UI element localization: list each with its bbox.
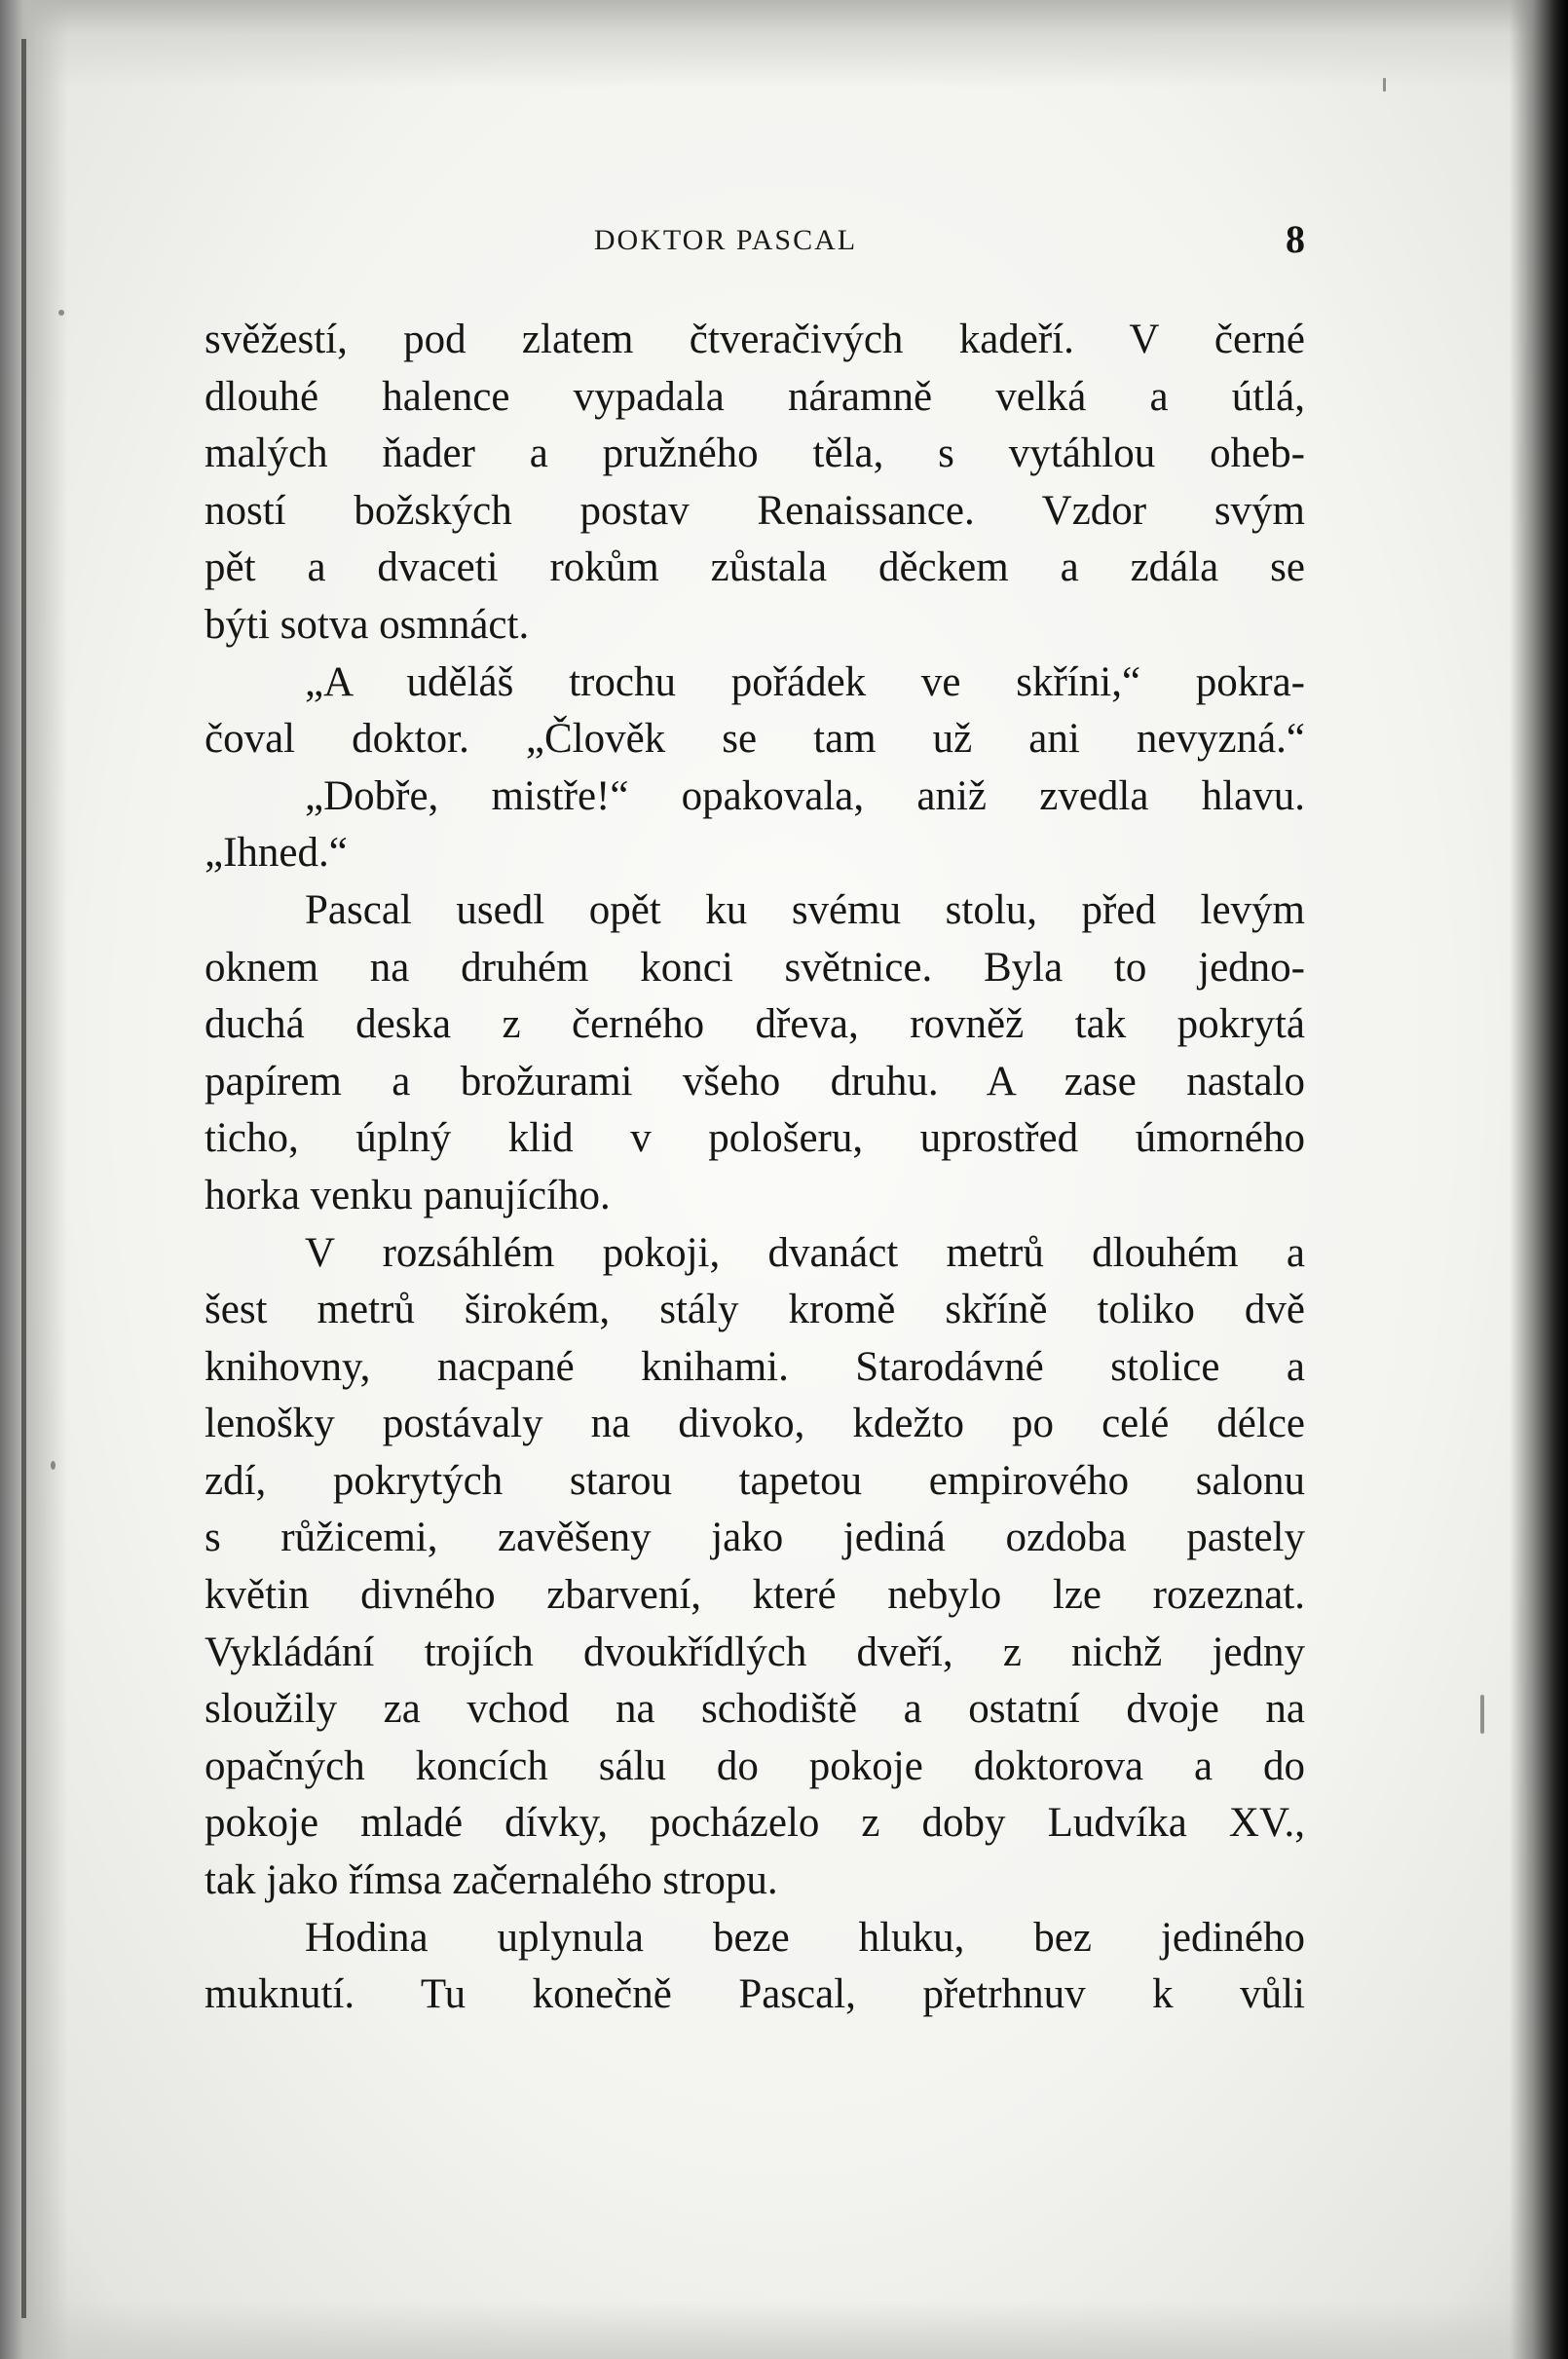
- text-line: „Ihned.“: [205, 830, 348, 877]
- text-line: dlouhé halence vypadala náramně velká a útlá,: [205, 373, 1305, 420]
- text-line: horka venku panujícího.: [205, 1172, 611, 1218]
- text-line: pět a dvaceti rokům zůstala děckem a zdála se: [205, 544, 1305, 591]
- text-line: opačných koncích sálu do pokoje doktorova a do: [205, 1742, 1305, 1789]
- scan-edge-left: [0, 0, 68, 2359]
- text-line: V rozsáhlém pokoji, dvanáct metrů dlouhém a: [305, 1229, 1305, 1276]
- dust-speck: [1480, 1695, 1484, 1734]
- text-line: „A uděláš trochu pořádek ve skříni,“ pokra-: [305, 658, 1305, 705]
- scan-edge-top: [0, 0, 1568, 88]
- text-line: sloužily za vchod na schodiště a ostatní dvoje na: [205, 1686, 1305, 1733]
- text-line: ticho, úplný klid v pološeru, uprostřed úmorného: [205, 1115, 1305, 1162]
- page-number: 8: [1286, 217, 1305, 261]
- running-head: DOKTOR PASCAL: [593, 224, 858, 256]
- text-line: Hodina uplynula beze hluku, bez jediného: [305, 1914, 1305, 1961]
- text-line: „Dobře, mistře!“ opakovala, aniž zvedla hlavu.: [305, 772, 1305, 819]
- text-line: muknutí. Tu konečně Pascal, přetrhnuv k vůli: [205, 1971, 1305, 2018]
- text-line: knihovny, nacpané knihami. Starodávné stolice a: [205, 1343, 1305, 1390]
- page-header: [205, 216, 1305, 265]
- page-binding-line: [21, 39, 26, 2318]
- text-line: pokoje mladé dívky, pocházelo z doby Ludvíka XV.,: [205, 1800, 1305, 1847]
- text-line: květin divného zbarvení, které nebylo lze rozeznat.: [205, 1572, 1305, 1619]
- text-line: Pascal usedl opět ku svému stolu, před levým: [305, 886, 1305, 933]
- text-line: šest metrů širokém, stály kromě skříně toliko dvě: [205, 1287, 1305, 1333]
- body-text: [205, 312, 1305, 2024]
- text-line: tak jako římsa začernalého stropu.: [205, 1857, 778, 1904]
- text-line: s růžicemi, zavěšeny jako jediná ozdoba pastely: [205, 1515, 1305, 1561]
- text-line: ností božských postav Renaissance. Vzdor svým: [205, 487, 1305, 534]
- text-line: zdí, pokrytých starou tapetou empirového salonu: [205, 1457, 1305, 1504]
- text-line: Vykládání trojích dvoukřídlých dveří, z nichž jedny: [205, 1629, 1305, 1675]
- text-line: oknem na druhém konci světnice. Byla to jedno-: [205, 944, 1305, 991]
- scan-edge-right: [1510, 0, 1568, 2359]
- text-line: malých ňader a pružného těla, s vytáhlou oheb-: [205, 431, 1305, 477]
- text-line: lenošky postávaly na divoko, kdežto po celé délce: [205, 1401, 1305, 1447]
- text-line: papírem a brožurami všeho druhu. A zase nastalo: [205, 1058, 1305, 1105]
- text-line: čoval doktor. „Člověk se tam už ani nevyzná.“: [205, 716, 1305, 763]
- scan-edge-bottom: [0, 2301, 1568, 2359]
- text-line: svěžestí, pod zlatem čtveračivých kadeří. V černé: [205, 317, 1305, 362]
- text-line: býti sotva osmnáct.: [205, 601, 530, 648]
- dust-speck: [51, 1461, 56, 1470]
- dust-speck: [1383, 78, 1386, 92]
- text-line: duchá deska z černého dřeva, rovněž tak pokrytá: [205, 1001, 1305, 1048]
- dust-speck: [58, 310, 64, 316]
